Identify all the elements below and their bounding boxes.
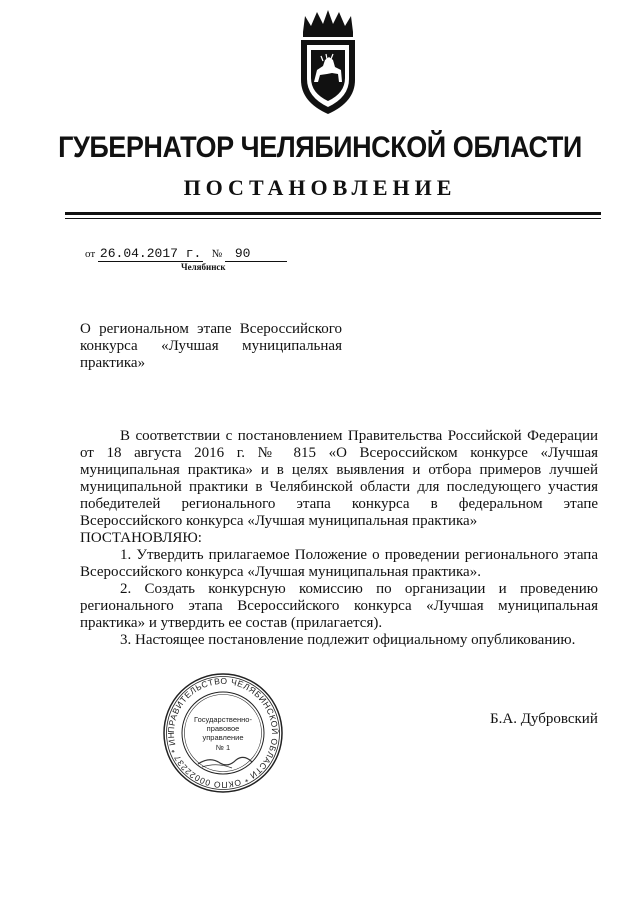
subject-line-1: О региональном этапе Всероссийского	[80, 321, 342, 337]
date-prefix: от	[85, 248, 96, 260]
document-subject	[80, 321, 342, 372]
seal-inner-line-4: № 1	[215, 743, 231, 752]
subject-line-2: конкурса «Лучшая муниципальная	[80, 338, 342, 354]
seal-outer-text: ПРАВИТЕЛЬСТВО ЧЕЛЯБИНСКОЙ ОБЛАСТИ * ОКПО 00022237 * ИН	[165, 675, 281, 791]
header-rule-thick	[65, 212, 601, 215]
item-paragraph-1: 1. Утвердить прилагаемое Положение о проведении регионального этапа Всероссийского конкурса «Лучшая муниципальная практика».	[80, 547, 598, 580]
seal-inner-line-2: правовое	[206, 724, 240, 733]
organization-title: ГУБЕРНАТОР ЧЕЛЯБИНСКОЙ ОБЛАСТИ	[58, 131, 582, 164]
item-paragraph-3: 3. Настоящее постановление подлежит официальному опубликованию.	[120, 632, 576, 648]
official-seal-stamp	[162, 672, 284, 794]
number-sign: №	[211, 248, 223, 260]
header-rule-thin	[65, 218, 601, 219]
decree-word: ПОСТАНОВЛЯЮ:	[80, 530, 202, 546]
document-type-title: ПОСТАНОВЛЕНИЕ	[183, 175, 457, 200]
city-label: Челябинск	[181, 262, 226, 272]
seal-inner-line-3: управление	[202, 733, 244, 742]
document-date: 26.04.2017 г.	[99, 246, 202, 261]
item-paragraph-2: 2. Создать конкурсную комиссию по организации и проведению регионального этапа Всероссийского конкурса «Лучшая муниципальная практика» и утвердить ее состав (прилагается).	[80, 581, 598, 631]
seal-inner-line-1: Государственно-	[194, 715, 252, 724]
preamble-paragraph: В соответствии с постановлением Правительства Российской Федерации от 18 августа 2016 г. № 815 «О Всероссийском конкурсе «Лучшая муниципальная практика» и в целях выявления и отбора примеров лучшей муниципальной практики в Челябинской области для последующего участия победителей регионального этапа конкурса в федеральном этапе Всероссийского конкурса «Лучшая муниципальная практика»	[80, 428, 598, 529]
date-number-row	[85, 247, 287, 262]
coat-of-arms-emblem	[295, 10, 361, 115]
document-number: 90	[225, 247, 287, 262]
signatory-name: Б.А. Дубровский	[490, 711, 598, 727]
document-body	[80, 428, 598, 649]
subject-line-3: практика»	[80, 355, 146, 371]
